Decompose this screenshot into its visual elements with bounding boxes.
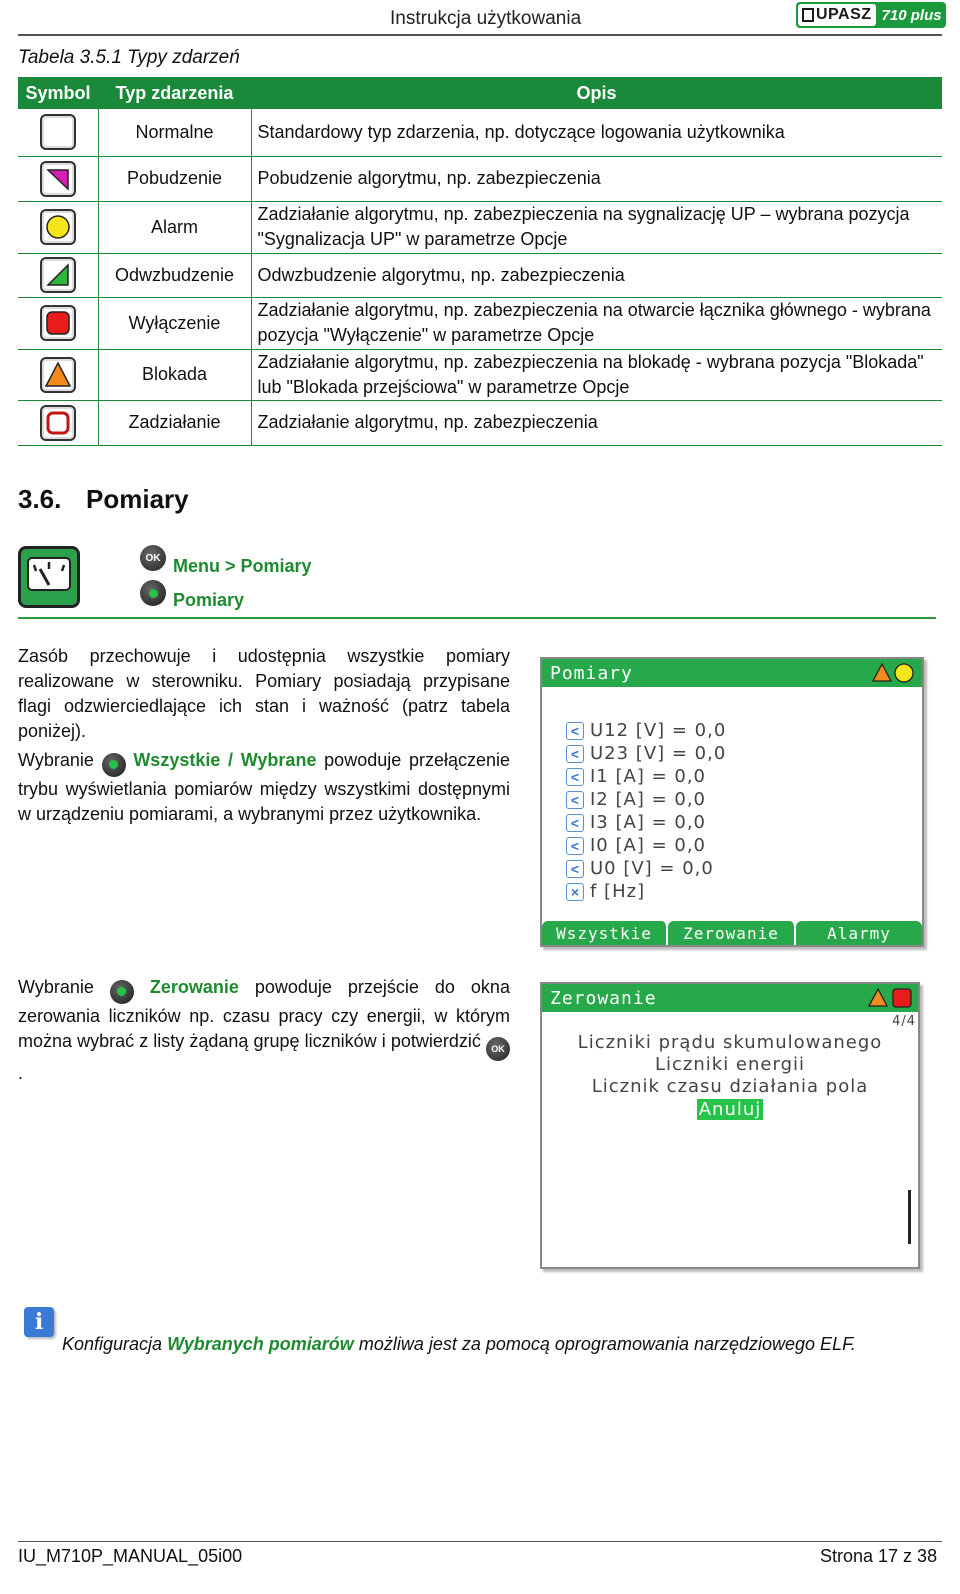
dropout-event-icon bbox=[40, 257, 76, 293]
desc-cell: Standardowy typ zdarzenia, np. dotyczące logowania użytkownika bbox=[251, 109, 942, 156]
flag-less-icon: < bbox=[566, 745, 584, 763]
alarm-event-icon bbox=[40, 209, 76, 245]
table-header-row bbox=[18, 77, 942, 109]
desc-cell: Zadziałanie algorytmu, np. zabezpieczenia bbox=[251, 400, 942, 445]
desc-cell: Pobudzenie algorytmu, np. zabezpieczenia bbox=[251, 156, 942, 201]
flag-less-icon: < bbox=[566, 791, 584, 809]
block-status-icon bbox=[868, 988, 888, 1008]
table-caption: Tabela 3.5.1 Typy zdarzeń bbox=[18, 47, 240, 68]
measurement-row[interactable] bbox=[566, 834, 726, 857]
measurement-value: U23 [V] = 0,0 bbox=[590, 743, 727, 764]
measurement-value: I3 [A] = 0,0 bbox=[590, 812, 706, 833]
p3-end: . bbox=[18, 1063, 24, 1083]
footer-divider bbox=[18, 1541, 942, 1542]
trip-status-icon bbox=[892, 988, 912, 1008]
measurement-value: U0 [V] = 0,0 bbox=[590, 858, 714, 879]
table-row bbox=[18, 109, 942, 156]
function-button-icon bbox=[110, 980, 134, 1004]
header-title: Instrukcja użytkowania bbox=[390, 8, 582, 29]
counter-group-item[interactable]: Liczniki prądu skumulowanego bbox=[577, 1032, 883, 1053]
measurement-value: I1 [A] = 0,0 bbox=[590, 766, 706, 787]
p2-pre: Wybranie bbox=[18, 750, 94, 770]
measurement-row[interactable] bbox=[566, 811, 726, 834]
tab-wszystkie[interactable]: Wszystkie bbox=[542, 921, 668, 945]
counter-group-list bbox=[542, 1032, 918, 1120]
desc-cell: Zadziałanie algorytmu, np. zabezpieczenia na blokadę - wybrana pozycja "Blokada" lub "Blokada przejściowa" w parametrze Opcje bbox=[251, 349, 942, 400]
counter-group-item[interactable]: Licznik czasu działania pola bbox=[591, 1076, 869, 1097]
desc-cell: Zadziałanie algorytmu, np. zabezpieczenia na sygnalizację UP – wybrana pozycja "Sygnalizacja UP" w parametrze Opcje bbox=[251, 201, 942, 253]
table-row bbox=[18, 156, 942, 201]
symbol-cell bbox=[18, 297, 98, 349]
info-note bbox=[62, 1334, 856, 1355]
symbol-cell bbox=[18, 201, 98, 253]
alarm-status-icon bbox=[893, 662, 915, 684]
screen-title: Zerowanie bbox=[550, 987, 657, 1009]
measurement-row[interactable] bbox=[566, 857, 726, 880]
flag-less-icon: < bbox=[566, 814, 584, 832]
pomiary-button-label: Pomiary bbox=[173, 590, 245, 610]
measurement-value: U12 [V] = 0,0 bbox=[590, 720, 727, 741]
section-heading bbox=[18, 484, 189, 515]
flag-invalid-icon: × bbox=[566, 883, 584, 901]
normal-event-icon bbox=[40, 114, 76, 150]
symbol-cell bbox=[18, 400, 98, 445]
zerowanie-screen bbox=[540, 982, 920, 1269]
desc-cell: Zadziałanie algorytmu, np. zabezpieczenia na otwarcie łącznika głównego - wybrana pozycja "Wyłączenie" w parametrze Opcje bbox=[251, 297, 942, 349]
measurement-value: f [Hz] bbox=[590, 881, 646, 902]
screen-title-bar bbox=[542, 984, 918, 1012]
logo-box bbox=[798, 4, 876, 26]
menu-path: Menu > Pomiary bbox=[173, 556, 312, 576]
function-button-icon bbox=[140, 580, 166, 606]
counter-group-item[interactable]: Liczniki energii bbox=[655, 1054, 805, 1075]
measurements-description: Zasób przechowuje i udostępnia wszystkie pomiary realizowane w sterowniku. Pomiary posiadają przypisane flagi odzwierciedlające ich stan i ważność (patrz tabela poniżej). bbox=[18, 646, 510, 741]
type-cell: Odwzbudzenie bbox=[98, 253, 251, 297]
info-post: możliwa jest za pomocą oprogramowania narzędziowego ELF. bbox=[358, 1334, 856, 1354]
flag-less-icon: < bbox=[566, 837, 584, 855]
trip-event-icon bbox=[40, 305, 76, 341]
measurement-value: I2 [A] = 0,0 bbox=[590, 789, 706, 810]
section-title: Pomiary bbox=[86, 484, 189, 514]
p3-pre: Wybranie bbox=[18, 977, 94, 997]
table-row bbox=[18, 349, 942, 400]
page-indicator: 4/4 bbox=[892, 1014, 916, 1029]
tab-zerowanie[interactable]: Zerowanie bbox=[668, 921, 796, 945]
brand-logo bbox=[796, 2, 946, 28]
type-cell: Blokada bbox=[98, 349, 251, 400]
col-header-desc: Opis bbox=[251, 77, 942, 109]
all-selected-link: Wszystkie / Wybrane bbox=[133, 750, 317, 770]
info-icon: i bbox=[24, 1307, 54, 1337]
flag-less-icon: < bbox=[566, 768, 584, 786]
type-cell: Pobudzenie bbox=[98, 156, 251, 201]
measurement-row[interactable] bbox=[566, 880, 726, 903]
zerowanie-link: Zerowanie bbox=[149, 977, 239, 997]
col-header-symbol: Symbol bbox=[18, 77, 98, 109]
block-status-icon bbox=[872, 663, 892, 683]
logo-brand: UPASZ bbox=[816, 6, 872, 23]
header-divider bbox=[18, 34, 942, 36]
col-header-type: Typ zdarzenia bbox=[98, 77, 251, 109]
info-link: Wybranych pomiarów bbox=[167, 1334, 354, 1354]
measurement-row[interactable] bbox=[566, 788, 726, 811]
table-row bbox=[18, 400, 942, 445]
footer-doc-id: IU_M710P_MANUAL_05i00 bbox=[18, 1546, 243, 1566]
measurement-row[interactable] bbox=[566, 719, 726, 742]
table-row bbox=[18, 253, 942, 297]
screen-tabs bbox=[542, 921, 922, 945]
type-cell: Normalne bbox=[98, 109, 251, 156]
table-row bbox=[18, 201, 942, 253]
ok-button-icon: OK bbox=[140, 545, 166, 571]
event-types-table bbox=[18, 77, 942, 446]
reset-description bbox=[18, 975, 510, 1086]
desc-cell: Odwzbudzenie algorytmu, np. zabezpieczenia bbox=[251, 253, 942, 297]
info-pre: Konfiguracja bbox=[62, 1334, 163, 1354]
pomiary-screen bbox=[540, 657, 924, 947]
section-divider bbox=[18, 617, 936, 619]
block-event-icon bbox=[40, 357, 76, 393]
flag-less-icon: < bbox=[566, 722, 584, 740]
table-row bbox=[18, 297, 942, 349]
type-cell: Wyłączenie bbox=[98, 297, 251, 349]
measurement-list bbox=[566, 719, 726, 903]
p3-post: powoduje przejście do okna zerowania liczników np. czasu pracy czy energii, w którym można wybrać z listy żądaną grupę liczników i potwierdzić bbox=[18, 977, 510, 1051]
measurement-row[interactable] bbox=[566, 742, 726, 765]
cancel-option-row bbox=[542, 1098, 918, 1120]
logo-model: 710 plus bbox=[881, 6, 942, 24]
p2-post: powoduje przełączenie trybu wyświetlania pomiarów między wszystkimi dostępnymi w urządzeniu pomiarami, a wybranymi przez użytkownika. bbox=[18, 750, 510, 824]
type-cell: Alarm bbox=[98, 201, 251, 253]
screen-title-bar bbox=[542, 659, 922, 687]
footer-page-number: Strona 17 z 38 bbox=[820, 1546, 938, 1566]
type-cell: Zadziałanie bbox=[98, 400, 251, 445]
measurement-row[interactable] bbox=[566, 765, 726, 788]
symbol-cell bbox=[18, 253, 98, 297]
symbol-cell bbox=[18, 156, 98, 201]
scrollbar[interactable] bbox=[908, 1190, 911, 1244]
function-button-icon bbox=[102, 753, 126, 777]
tab-alarmy[interactable]: Alarmy bbox=[796, 921, 922, 945]
measurement-value: I0 [A] = 0,0 bbox=[590, 835, 706, 856]
pickup-event-icon bbox=[40, 161, 76, 197]
ok-button-icon: OK bbox=[486, 1037, 510, 1061]
flag-less-icon: < bbox=[566, 860, 584, 878]
section-number: 3.6. bbox=[18, 484, 62, 514]
operate-event-icon bbox=[40, 405, 76, 441]
meter-icon bbox=[18, 546, 80, 608]
cancel-option-selected[interactable]: Anuluj bbox=[698, 1099, 762, 1120]
logo-m-icon bbox=[802, 8, 814, 22]
screen-title: Pomiary bbox=[550, 662, 633, 684]
symbol-cell bbox=[18, 349, 98, 400]
symbol-cell bbox=[18, 109, 98, 156]
select-all-description bbox=[18, 748, 510, 827]
